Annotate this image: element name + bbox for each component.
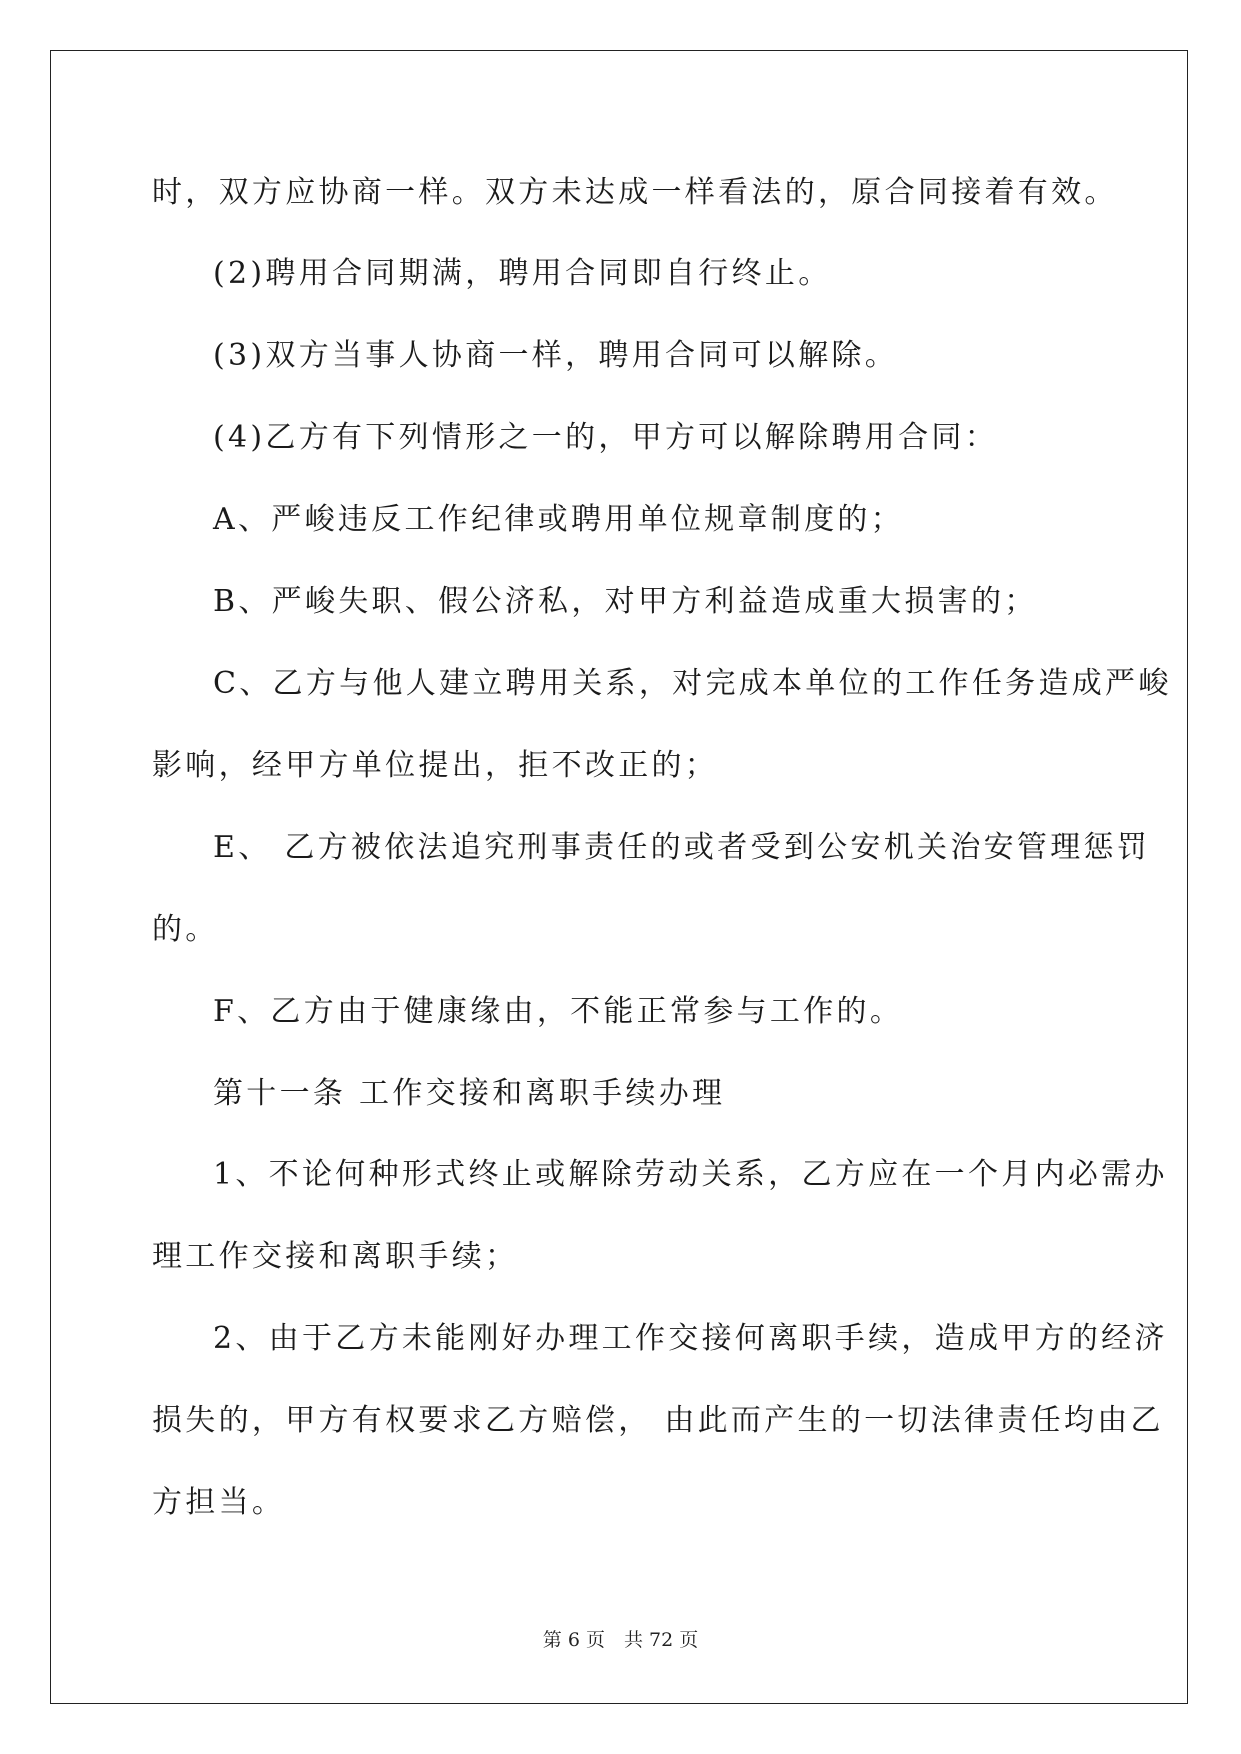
text-line: A、严峻违反工作纪律或聘用单位规章制度的； xyxy=(213,502,904,537)
text-line: 理工作交接和离职手续； xyxy=(152,1239,519,1274)
text-line: 时，双方应协商一样。双方未达成一样看法的，原合同接着有效。 xyxy=(152,175,1118,210)
text-line: 影响，经甲方单位提出，拒不改正的； xyxy=(152,748,719,783)
text-line: 方担当。 xyxy=(152,1485,286,1520)
text-line: (3)双方当事人协商一样，聘用合同可以解除。 xyxy=(213,338,899,373)
page-number-footer: 第 6 页 共 72 页 xyxy=(542,1629,699,1651)
page-border xyxy=(50,50,1188,1704)
section-heading: 第十一条 工作交接和离职手续办理 xyxy=(213,1076,726,1111)
text-line: F、乙方由于健康缘由，不能正常参与工作的。 xyxy=(213,994,904,1029)
text-line: (4)乙方有下列情形之一的，甲方可以解除聘用合同： xyxy=(213,420,998,455)
text-line: 1、不论何种形式终止或解除劳动关系，乙方应在一个月内必需办 xyxy=(213,1157,1168,1192)
text-line: 的。 xyxy=(152,912,219,947)
text-line: (2)聘用合同期满，聘用合同即自行终止。 xyxy=(213,256,832,291)
text-line: 损失的，甲方有权要求乙方赔偿， 由此而产生的一切法律责任均由乙 xyxy=(152,1403,1164,1438)
text-line: C、乙方与他人建立聘用关系，对完成本单位的工作任务造成严峻 xyxy=(213,666,1172,701)
text-line: E、 乙方被依法追究刑事责任的或者受到公安机关治安管理惩罚 xyxy=(213,830,1151,865)
text-line: 2、由于乙方未能刚好办理工作交接何离职手续，造成甲方的经济 xyxy=(213,1321,1168,1356)
text-line: B、严峻失职、假公济私，对甲方利益造成重大损害的； xyxy=(213,584,1038,619)
